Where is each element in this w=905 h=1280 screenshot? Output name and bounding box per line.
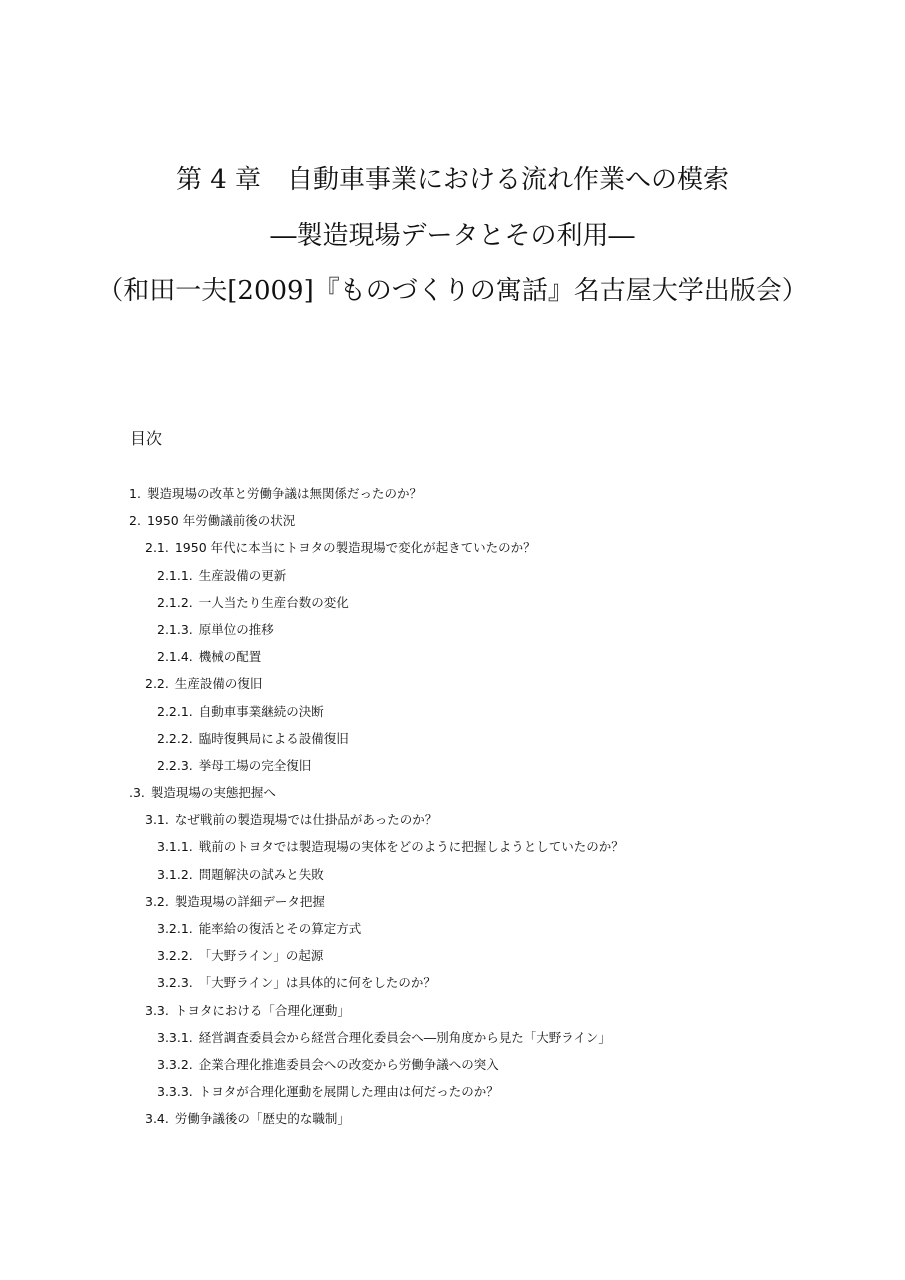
toc-item-number: 3.4. — [145, 1111, 169, 1127]
toc-item — [0, 620, 905, 647]
toc-item-text: 企業合理化推進委員会への改変から労働争議への突入 — [198, 1056, 499, 1072]
toc-item-number: 3.1. — [145, 812, 169, 828]
toc-item-text: 経営調査委員会から経営合理化委員会へ―別角度から見た「大野ライン」 — [198, 1029, 611, 1045]
toc-item-text: なぜ戦前の製造現場では仕掛品があったのか？ — [174, 812, 438, 828]
toc-heading: 目次 — [130, 429, 163, 448]
toc-item — [0, 1055, 905, 1082]
toc-item-number: 3.3.2. — [157, 1056, 193, 1072]
toc-item — [0, 593, 905, 620]
toc-item — [0, 1028, 905, 1055]
toc-item-text: トヨタにおける「合理化運動」 — [174, 1002, 350, 1018]
toc-item-text: 製造現場の詳細データ把握 — [174, 893, 325, 909]
toc-item — [0, 674, 905, 701]
toc-item-number: 2.1.1. — [157, 567, 193, 583]
toc-item-number: 3.3.3. — [157, 1084, 193, 1100]
document-title-line-1: 第 4 章 自動車事業における流れ作業への模索 — [175, 165, 730, 195]
toc-item-text: 戦前のトヨタでは製造現場の実体をどのように把握しようとしていたのか？ — [198, 839, 624, 855]
toc-item — [0, 837, 905, 864]
toc-item-number: 2.2.3. — [157, 757, 193, 773]
toc-item-text: 機械の配置 — [198, 649, 262, 665]
toc-item-text: 臨時復興局による設備復旧 — [198, 730, 349, 746]
toc-item-number: 2. — [129, 513, 141, 529]
toc-item-number: 2.2.2. — [157, 730, 193, 746]
toc-item-text: 自動車事業継続の決断 — [198, 703, 324, 719]
toc-item-text: 挙母工場の完全復旧 — [198, 757, 312, 773]
toc-item-number: 3.1.2. — [157, 866, 193, 882]
toc-item — [0, 946, 905, 973]
toc-item — [0, 729, 905, 756]
toc-item — [0, 1001, 905, 1028]
toc-item — [0, 756, 905, 783]
toc-item — [0, 647, 905, 674]
toc-item-number: 2.1.4. — [157, 649, 193, 665]
toc-item-number: 3.1.1. — [157, 839, 193, 855]
toc-item-number: 3.2.2. — [157, 948, 193, 964]
toc-item — [0, 702, 905, 729]
document-subtitle: ―製造現場データとその利用― — [270, 221, 635, 251]
toc-item — [0, 810, 905, 837]
toc-item-text: 能率給の復活とその算定方式 — [198, 921, 362, 936]
toc-item — [0, 892, 905, 919]
toc-item-text: 生産設備の更新 — [198, 567, 287, 583]
toc-item-number: 1. — [129, 486, 141, 501]
toc-item-number: 3.2.3. — [157, 975, 193, 991]
toc-item-text: 原単位の推移 — [198, 621, 274, 637]
toc-item-text: 1950 年労働議前後の状況 — [146, 513, 296, 529]
table-of-contents — [0, 484, 905, 1137]
toc-item — [0, 566, 905, 593]
toc-item-text: 「大野ライン」は具体的に何をしたのか？ — [198, 975, 436, 991]
toc-item-number: 3.3. — [145, 1002, 169, 1018]
toc-item-number: .3. — [129, 785, 145, 801]
toc-item-number: 2.1. — [145, 540, 169, 556]
toc-item — [0, 484, 905, 511]
toc-item-text: 問題解決の試みと失敗 — [198, 866, 324, 882]
toc-item-number: 2.1.3. — [157, 621, 193, 637]
toc-item — [0, 538, 905, 565]
toc-item — [0, 783, 905, 810]
toc-item-text: 労働争議後の「歴史的な職制」 — [174, 1111, 350, 1127]
toc-item — [0, 511, 905, 538]
toc-item — [0, 1109, 905, 1136]
toc-item-text: 製造現場の改革と労働争議は無関係だったのか？ — [146, 486, 422, 501]
toc-item-number: 2.1.2. — [157, 594, 193, 610]
toc-item-text: 1950 年代に本当にトヨタの製造現場で変化が起きていたのか？ — [174, 540, 536, 556]
toc-item-number: 3.2.1. — [157, 921, 193, 936]
toc-item-text: トヨタが合理化運動を展開した理由は何だったのか？ — [198, 1084, 499, 1100]
toc-item — [0, 919, 905, 946]
toc-item — [0, 1082, 905, 1109]
document-citation: （和田一夫[2009]『ものづくりの寓話』名古屋大学出版会） — [97, 276, 808, 306]
toc-item-number: 2.2. — [145, 676, 169, 692]
toc-item-text: 製造現場の実態把握へ — [150, 785, 276, 801]
toc-item-number: 2.2.1. — [157, 703, 193, 719]
toc-item — [0, 865, 905, 892]
toc-item-text: 生産設備の復旧 — [174, 676, 263, 692]
toc-item — [0, 973, 905, 1000]
toc-item-number: 3.3.1. — [157, 1029, 193, 1045]
toc-item-text: 「大野ライン」の起源 — [198, 948, 324, 964]
toc-item-number: 3.2. — [145, 893, 169, 909]
toc-item-text: 一人当たり生産台数の変化 — [198, 594, 349, 610]
